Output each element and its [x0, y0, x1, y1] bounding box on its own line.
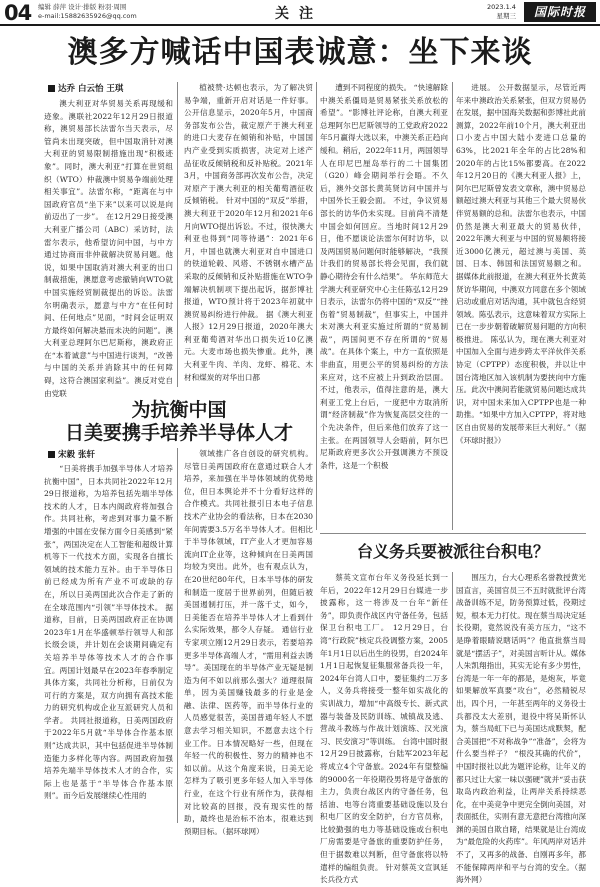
edit-info: 编辑 薛萍 设计·排版 粉羽·周围 e-mail:15882635926@qq.com: [38, 3, 137, 20]
issue-weekday: 星期三: [496, 12, 516, 20]
column-divider: [316, 82, 317, 530]
article-1-authors: 达乔 白云怡 王琪: [58, 84, 124, 94]
section-name: 关注: [275, 6, 323, 22]
article-1-column-2: 植被赞·达顿也表示，为了解决贸易争端，重新开启对话是一件好事。 公开信息显示，2020年5月，中国商务部发布公告，裁定原产于澳大利亚的进口大麦存在倾销和补贴，中国国内产业受到实质损害，决定对上述产品征收反倾销税和反补贴税。2021年3月，中国商务部再次发布公告，决定对原产于澳大利亚的相关葡萄酒征收反倾销税。 针对中国的“双反”举措，澳大利亚于2020年12月和2021年6月向WTO提出诉讼。不过，很快澳大利亚也得到“同等待遇”：2021年6月，中国也就澳大利亚对自中国进口的铁道轮毂、风塔、不锈钢水槽产品采取的反倾销和反补贴措施在WTO争端解决机制项下提出起诉，据彭博社报道，WTO预计将于2023年初就中澳贸易纠纷进行仲裁。 据《澳大利亚人报》12月29日报道，2020年澳大利亚葡萄酒对华出口损失近10亿澳元。大麦市场也损失惨重。此外，澳大利亚牛肉、羊肉、龙虾、棉花、木材和煤炭的对华出口都: [184, 83, 313, 382]
article-1-column-3: 遭到不同程度的损失。 “快速解除中澳关系僵局是贸易紧张关系放松的希望”。“影博社评论称，自澳大利亚总理阿尔巴尼斯领导的工党政府2022年5月赢得大选以来，中澳关系正趋向缓和。稍后，2022年11月，两国领导人在印尼巴厘岛举行的二十国集团（G20）峰会期间举行会晤。不久后，澳外交部长黄英贤访问中国并与中国外长王毅会面。 不过，争议贸易部长的访华仍未实现。目前尚不清楚中国会如何回应。当地时间12月29日，他不愿谈论法雷尔何时访华，以及两国贸易问题何时能够解决，“我预计我们的贸易部长将会见面，我们就静心期待会有什么结果”。 华东师范大学澳大利亚研究中心主任陈弘12月29日表示，法雷尔仍将中国的“双反”“挫伤着”贸易制裁”，但事实上，中国并未对澳大利亚实施过所谓的“贸易制裁”，两国间更不存在所谓的“贸易战”。在具体个案上，中方一直依照是非曲直，用更公平的贸易纠纷的方法来应对，这不应被上升到政治层面。不过，他表示，值得注意的是，澳大利亚工党上台后，一度把中方取消所谓“经济制裁”作为恢复高层交往的一个先决条件，但后来他们放弃了这一主张。在两国领导人会晤前，阿尔巴尼斯政府更多次公开强调澳方不预设条件，这是一个积极: [320, 83, 448, 470]
page-header: [0, 0, 600, 26]
byline-marker-icon: [48, 85, 55, 92]
article-1-byline: [48, 82, 123, 94]
issue-date-block: [487, 3, 516, 21]
article-1-column-1: 澳大利亚对华贸易关系再现缓和迹象。澳联社2022年12月29日报道称，澳贸易部长法雷尔当天表示，尽管尚未出现突破，但中国取消针对澳大利亚的贸易限制措施出现“积极迹象”。同时，澳大利亚“打算在世贸组织（WTO）仲裁澳中贸易争端前处理相关事宜”。法雷尔称，“距离在与中国政府官员“坐下来”以来可以说是向前迈出了一步”。 在12月29日接受澳大利亚广播公司（ABC）采访时，法雷尔表示，他希望访问中国，与中方通过协商而非仲裁解决贸易问题。他说，如果中国取消对澳大利亚的出口制裁措施，澳愿意考虑撤销向WTO就中国实施经贸制裁提出的诉讼。法雷尔明确表示，愿意与中方“在任何时间、任何地点”见面，“时间会证明双方最终如何解决悬而未决的问题”。澳大利亚总理阿尔巴尼斯称，澳政府正在“本着诚意”与中国进行谈判，“改善与中国的关系并消除其中的任何障碍，这符合澳国家利益”。澳反对党自由党联: [44, 99, 173, 398]
article-1-column-4: 进展。 公开数据显示，尽管近两年来中澳政治关系紧张，但双方贸易仍在发展，据中国海关数据和彭博社此前测算，2022年前10个月，澳大利亚出口小麦占中国大陆小麦进口总量的63%，比2021年全年的占比28%和2020年的占比15%都要高。在2022年12月20日的《澳大利亚人报》上，阿尔巴尼斯曾发表文章称，澳中贸易总额超过澳大利亚与其他三个最大贸易伙伴贸易额的总和。法雷尔也表示，中国仍然是澳大利亚最大的贸易伙伴，2022年澳大利亚与中国的贸易额将接近3000亿澳元，超过澳与美国、英国、日本、韩国和法国贸易额之和。 据媒体此前报道，在澳大利亚外长黄英贤访华期间，中澳双方同意在多个领域启动或重启对话沟通，其中就包含经贸领域。陈弘表示，这意味着双方实际上已在一步步朝着破解贸易问题的方向积极推进。 陈弘认为，现在澳大利亚对中国加入全面与进步跨太平洋伙伴关系协定（CPTPP）态度积极，并以让中国台湾地区加入该机制为要挟向中方施压。此次中澳间若能就贸易问题达成共识，对中国未来加入CPTPP也是一种助推。“如果中方加入CPTPP，将对地区自由贸易的发展带来巨大利好。”（据《环球时报》）: [456, 83, 586, 445]
byline-marker-icon: [48, 451, 55, 458]
column-divider: [177, 82, 178, 387]
issue-date: 2023.1.4: [487, 3, 516, 11]
column-divider: [452, 82, 453, 530]
article-2-byline: [48, 448, 95, 460]
article-2-column-2: 领域推广各自创设的研究机构。 尽管日美两国政府在意通过联合人才培养，来加强在半导体领域的优势地位，但日本舆论并不十分看好这样的合作模式。共同社报引日本电子信息技术产业协会的看法称，日本在2030年间需要3.5万名半导体人才。但相比于半导体领域，IT产业人才更加容易流向IT企业等，这种倾向在日美两国均较为突出。此外，也有观点认为，在20世纪80年代，日本半导体的研发和制造一度居于世界前列，但随后被美国遏制打压，并一落千丈，如今，日美能否在培养半导体人才上看到什么实际效果，都令人存疑。 通信行业专家项立刚12月29日表示，若要培养更多半导体高端人才，“需用利益去诱导”。美国现在的半导体产业无疑是制造为何不如以前那么强大？道理很简单，因为美国赚钱最多的行业是金融、法律、医药等，而半导体行业的人员感觉很苦，美国普通年轻人不愿意去学习相关知识，不愿意去这个行业工作。日本情况略好一些，但现在年轻一代的积极性、努力的精神也不如以前。从这个角度来说，日美无论怎样为了吸引更多年轻人加入半导体行业，在这个行业有所作为，获得相对比较高的回报，没有现实性的帮助，最终也是治标不治本，很难达到预期目标。（据环球网）: [184, 449, 313, 836]
masthead-logo: 国际时报: [524, 2, 596, 22]
article-2-headline-line-1: 为抗衡中国: [131, 399, 227, 421]
article-2-column-1: “日美将携手加强半导体人才培养抗衡中国”，日本共同社2022年12月29日报道称，为培养包括先端半导体技术的人才，日本内阁政府将加强合作。共同社称，考虑到对事力量不断增强的中国在安保方面令日美感到“紧张”，两国决定在人工智能和超级计算机等下一代技术方面，实现各自擅长领域的技术能力互补。由于半导体日前已经成为所有产业不可或缺的存在，所以日美两国此次合作走了新的在全球范围内“引领”半导体技术。 据道称，目前，日美两国政府正在协调2023年1月在华盛顿举行领导人和部长级会谈，并计划在会谈期间确定有关培养半导体等技术人才的合作事宜。两国计划最早在2023年春季制定具体方案，共同社分析称，日前仅为可行的方案是，双方向拥有高技术能力的研究机构或企业互派研究人员和学者。 共同社报道称，日美两国政府于2022年5月就“半导体合作基本原则”达成共识，其中包括促进半导体制造能力多样化等内容。两国政府加强培养先端半导体技术人才的合作，实际上也是基于“半导体合作基本原则”。而今后发展继续心性用的: [44, 464, 173, 801]
article-2-authors: 宋毅 张轩: [58, 450, 95, 460]
column-divider: [177, 448, 178, 823]
article-2-headline-line-2: 日美要携手培养半导体人才: [64, 422, 293, 444]
article-3-column-2: 围压力，台大心理系名誉教授黄光国直言，美国官员三不五时就批评台湾战备训练不足，防务预算过低，役期过短，根本无力打仗。现在蔡当局决定延长役期，竟然说没有美方压力，“这不是睁着眼睛说瞎话吗”？他直批蔡当局就是“摆活子”，对美国言听计从。媒体人朱凯翔指出，其实无论有多少男性，台湾是一年一年的都是，是炮灰，毕竟如果解放军真要“攻台”，必然精锐尽出，四个月，一年甚至两年的义务役士兵都没太大差别，退役中将吴斯怀认为，蔡当局虹下已与美国达成默契，配合美国把“不对称战争”“准备”，会将为什么要当样子？ “根没其确的代价”，中国时报社以此为题评论称，让年义的都只过让大家一味以强硬”就并“妥击获取岛内政治利益，让两岸关系持续恶化，在中美竞争中更完全倒向美国，对表面抵住，实则有意无意把台湾推向深渊的美国自欺自睹，结果就是让台湾成为“最危险的火药库”。年风两岸对话并不了，又再多的战备、自刚再多年，都不能保障两岸和平与台湾的安全。（据海外网）: [456, 573, 586, 885]
column-divider: [452, 572, 453, 823]
article-1-headline: 澳多方喊话中国表诚意：坐下来谈: [67, 35, 533, 70]
article-3-headline: 台义务兵要被派往台积电？: [356, 542, 549, 561]
article-divider: [320, 533, 586, 534]
article-3-column-1: 蔡英文宣布台年义务役延长到一年后，2022年12月29日台媒进一步披露称，这一将涉及一台年“新任务”，即负责作战区内守备任务，包括保卫台积电工厂。 12月29日，台湾“行政院”核定兵役调整方案，2005年1月1日以后出生的役男，自2024年1月1日起恢复征集服常备兵役一年，2024年台湾人口中，要征集约二万多人，义务兵将接受一整年如实战化的实训战力，增加“中高级专长、新式武器与装备及民防训练、城镇战及逃、营战斗教练与作战计划演练、汉光演习、民安演习”等训练。 台湾中国时报12月29日披露称，台陆军2023年起将成立4个守备旅。2024年有望整编的9000名一年役期役男将是守备旅的主力，负责台战区内的守备任务，包括油、电等台湾重要基础设施以及台积电厂区的安全防护，台方官员称，比较勤强的电力等基础设施或台积电厂房需要是守备旅的重要防护任务，但于据数难以判断，但守备旅将以特遣样的编组负责。 针对蔡英文宣讽延长兵役方式: [320, 573, 448, 885]
page-number: 04: [4, 1, 32, 25]
